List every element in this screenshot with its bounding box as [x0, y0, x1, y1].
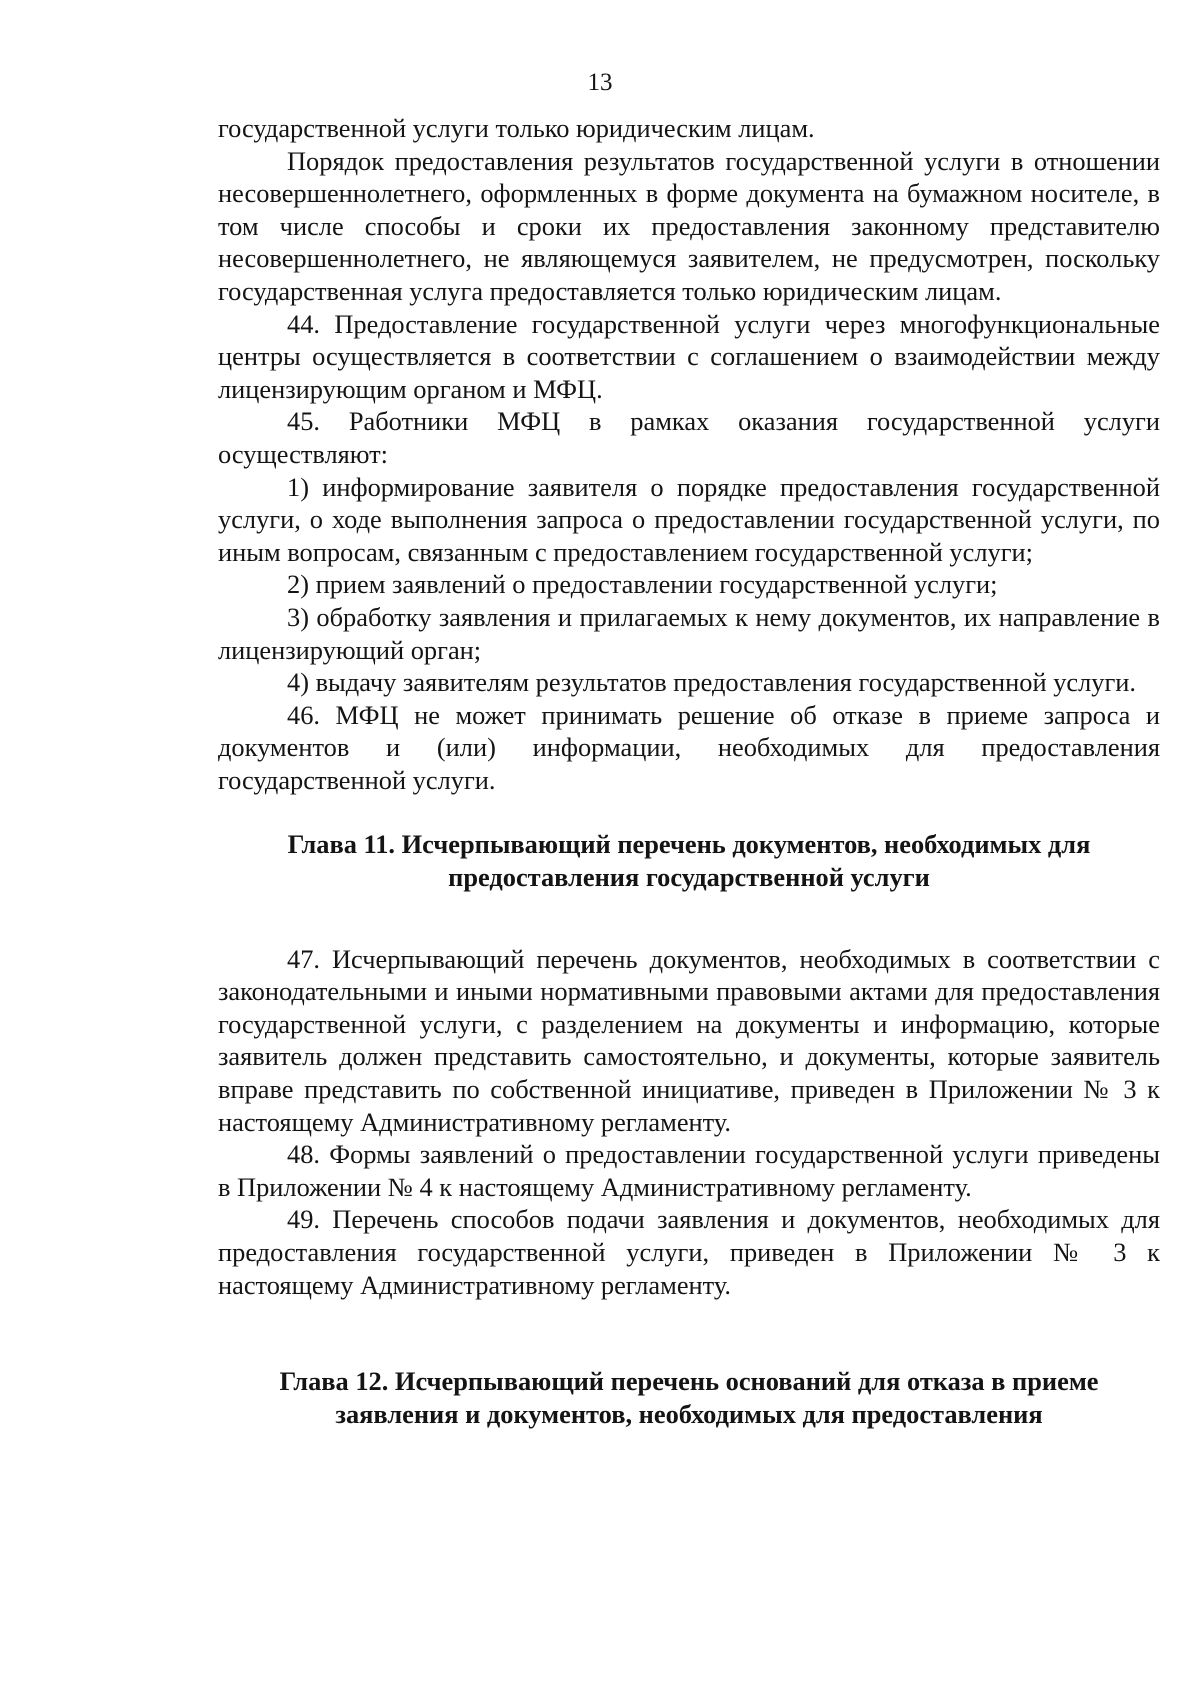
list-item-3: 3) обработку заявления и прилагаемых к нему документов, их направление в лицензирующий орган;	[218, 601, 1160, 665]
paragraph-continuation: государственной услуги только юридическим лицам.	[218, 113, 815, 143]
paragraph-45: 45. Работники МФЦ в рамках оказания государственной услуги осуществляют:	[218, 406, 1160, 469]
chapter-12-title-line-2: заявления и документов, необходимых для предоставления	[335, 1398, 1043, 1429]
paragraph-result-order: Порядок предоставления результатов государственной услуги в отношении несовершеннолетнего, оформленных в форме документа на бумажном носителе, в том числе способы и сроки их предоставления законному представителю несовершеннолетнего, не являющемуся заявителем, не предусмотрен, поскольку государственная услуга предоставляется только юридическим лицам.	[218, 145, 1160, 306]
chapter-11-title-line-2: предоставления государственной услуги	[448, 862, 930, 893]
document-body	[218, 112, 1160, 1430]
list-item-1: 1) информирование заявителя о порядке предоставления государственной услуги, о ходе выполнения запроса о предоставлении государственной услуги, по иным вопросам, связанным с предоставлением государственной услуги;	[218, 471, 1160, 567]
list-item-4: 4) выдачу заявителям результатов предоставления государственной услуги.	[287, 667, 1137, 698]
list-item-2: 2) прием заявлений о предоставлении государственной услуги;	[287, 569, 998, 600]
chapter-12-title-line-1: Глава 12. Исчерпывающий перечень оснований для отказа в приеме	[279, 1366, 1099, 1397]
chapter-11-title-line-1: Глава 11. Исчерпывающий перечень документов, необходимых для	[287, 829, 1091, 860]
page-number: 13	[587, 69, 613, 96]
paragraph-47: 47. Исчерпывающий перечень документов, необходимых в соответствии с законодательными и иными нормативными правовыми актами для предоставления государственной услуги, с разделением на документы и информацию, которые заявитель должен представить самостоятельно, и документы, которые заявитель вправе представить по собственной инициативе, приведен в Приложении № 3 к настоящему Административному регламенту.	[218, 943, 1160, 1137]
chapter-12-heading	[218, 1365, 1160, 1430]
paragraph-44: 44. Предоставление государственной услуги через многофункциональные центры осуществляется в соответствии с соглашением о взаимодействии между лицензирующим органом и МФЦ.	[218, 308, 1160, 404]
paragraph-46: 46. МФЦ не может принимать решение об отказе в приеме запроса и документов и (или) информации, необходимых для предоставления государственной услуги.	[218, 699, 1160, 795]
paragraph-49: 49. Перечень способов подачи заявления и документов, необходимых для предоставления государственной услуги, приведен в Приложении № 3 к настоящему Административному регламенту.	[218, 1204, 1160, 1300]
chapter-11-heading	[218, 828, 1160, 893]
paragraph-48: 48. Формы заявлений о предоставлении государственной услуги приведены в Приложении № 4 к настоящему Административному регламенту.	[218, 1139, 1160, 1202]
